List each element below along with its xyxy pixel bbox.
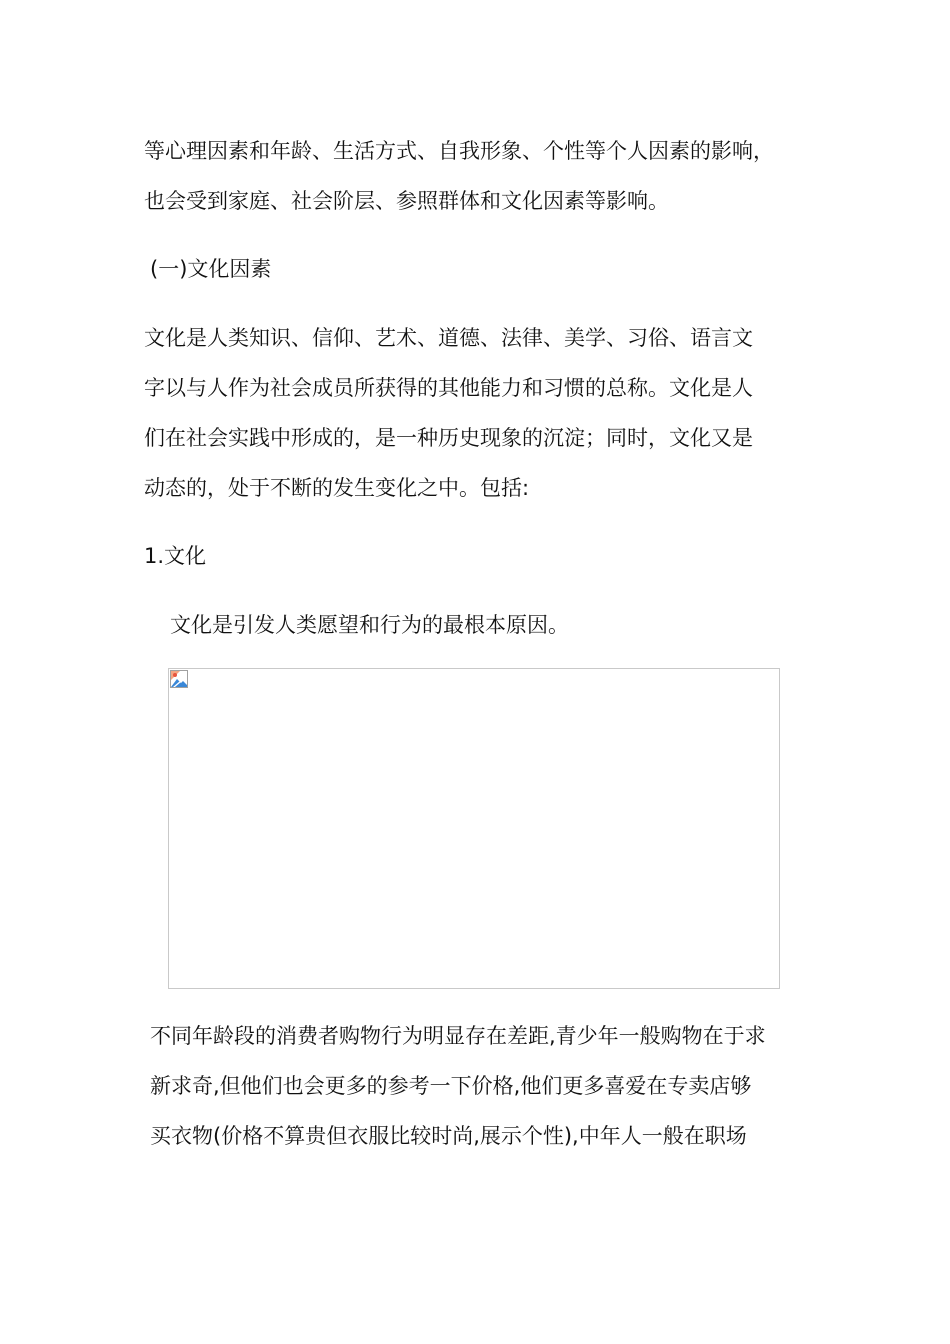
paragraph-line: 也会受到家庭、社会阶层、参照群体和文化因素等影响。: [144, 189, 669, 213]
paragraph-line: 新求奇,但他们也会更多的参考一下价格,他们更多喜爱在专卖店够: [150, 1074, 752, 1098]
subsection-heading: 1.文化: [144, 544, 207, 568]
paragraph-line: 文化是引发人类愿望和行为的最根本原因。: [170, 613, 569, 637]
broken-image-icon: [170, 670, 188, 688]
paragraph-line: 不同年龄段的消费者购物行为明显存在差距,青少年一般购物在于求: [150, 1024, 766, 1048]
paragraph-line: 们在社会实践中形成的，是一种历史现象的沉淀；同时，文化又是: [144, 426, 753, 450]
section-heading: (一)文化因素: [150, 257, 272, 281]
paragraph-line: 动态的，处于不断的发生变化之中。包括:: [144, 476, 530, 500]
paragraph-line: 等心理因素和年龄、生活方式、自我形象、个性等个人因素的影响，: [144, 139, 774, 163]
image-placeholder: [168, 668, 780, 989]
paragraph-line: 文化是人类知识、信仰、艺术、道德、法律、美学、习俗、语言文: [144, 326, 753, 350]
paragraph-line: 买衣物(价格不算贵但衣服比较时尚,展示个性),中年人一般在职场: [150, 1124, 747, 1148]
paragraph-line: 字以与人作为社会成员所获得的其他能力和习惯的总称。文化是人: [144, 376, 753, 400]
